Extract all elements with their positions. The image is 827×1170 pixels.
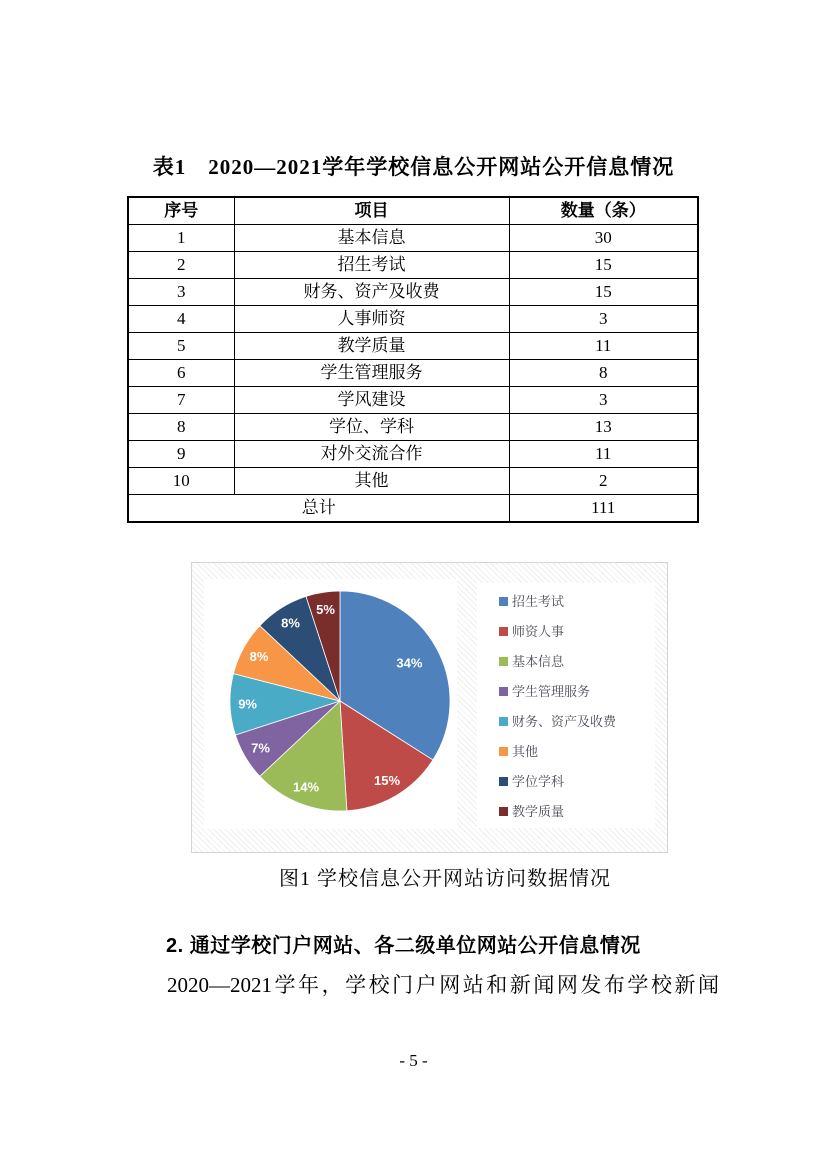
table-cell: 3 [128, 279, 234, 306]
table-row [128, 360, 698, 387]
table-cell: 13 [509, 414, 698, 441]
table-row [128, 441, 698, 468]
legend-swatch [499, 717, 508, 726]
table-cell: 6 [128, 360, 234, 387]
legend-swatch [499, 597, 508, 606]
table-cell: 3 [509, 387, 698, 414]
table-cell: 8 [128, 414, 234, 441]
table-cell: 4 [128, 306, 234, 333]
legend-label: 学生管理服务 [512, 684, 591, 699]
legend-swatch [499, 657, 508, 666]
table-cell: 30 [509, 225, 698, 252]
table-cell: 学生管理服务 [234, 360, 509, 387]
table-cell: 5 [128, 333, 234, 360]
table-cell: 15 [509, 252, 698, 279]
legend-swatch [499, 747, 508, 756]
pie-percent-label: 8% [249, 649, 269, 664]
legend-label: 财务、资产及收费 [512, 714, 617, 729]
table-cell: 学位、学科 [234, 414, 509, 441]
total-label-cell: 总计 [128, 495, 509, 523]
table-cell: 8 [509, 360, 698, 387]
table-cell: 2 [128, 252, 234, 279]
legend-swatch [499, 807, 508, 816]
legend-label: 教学质量 [512, 804, 565, 819]
legend-label: 学位学科 [512, 774, 565, 789]
info-table [127, 196, 699, 523]
pie-percent-label: 15% [373, 773, 401, 788]
legend-swatch [499, 777, 508, 786]
pie-percent-label: 8% [281, 615, 300, 631]
pie-percent-label: 7% [251, 740, 270, 756]
legend-swatch [499, 627, 508, 636]
table-row [128, 333, 698, 360]
table-cell: 对外交流合作 [234, 441, 509, 468]
legend-swatch [499, 687, 508, 696]
table-title: 表1 2020—2021学年学校信息公开网站公开信息情况 [152, 155, 675, 179]
column-header-item: 项目 [234, 197, 509, 225]
pie-percent-label: 14% [292, 779, 320, 795]
pie-chart-frame [191, 562, 668, 853]
page-number: - 5 - [399, 1051, 428, 1070]
table-row [128, 252, 698, 279]
legend-label: 师资人事 [512, 624, 565, 639]
pie-percent-label: 34% [396, 655, 423, 671]
table-cell: 9 [128, 441, 234, 468]
table-cell: 7 [128, 387, 234, 414]
column-header-count: 数量（条） [509, 197, 698, 225]
table-row [128, 468, 698, 495]
table-cell: 10 [128, 468, 234, 495]
legend-label: 其他 [512, 744, 539, 759]
table-cell: 教学质量 [234, 333, 509, 360]
section-heading: 2. 通过学校门户网站、各二级单位网站公开信息情况 [166, 935, 641, 957]
table-cell: 1 [128, 225, 234, 252]
figure-caption: 图1 学校信息公开网站访问数据情况 [279, 868, 611, 890]
table-cell: 财务、资产及收费 [234, 279, 509, 306]
table-cell: 11 [509, 333, 698, 360]
body-paragraph: 2020—2021学年，学校门户网站和新闻网发布学校新闻 [167, 973, 719, 997]
table-cell: 其他 [234, 468, 509, 495]
table-cell: 学风建设 [234, 387, 509, 414]
table-row [128, 225, 698, 252]
table-cell: 15 [509, 279, 698, 306]
table-cell: 2 [509, 468, 698, 495]
legend-label: 基本信息 [512, 654, 565, 669]
table-row [128, 306, 698, 333]
table-cell: 人事师资 [234, 306, 509, 333]
column-header-index: 序号 [128, 197, 234, 225]
table-header-row [128, 197, 698, 225]
table-cell: 3 [509, 306, 698, 333]
pie-percent-label: 9% [238, 696, 257, 712]
table-cell: 基本信息 [234, 225, 509, 252]
info-table-body [128, 225, 698, 495]
table-row [128, 279, 698, 306]
table-row [128, 414, 698, 441]
legend-label: 招生考试 [512, 594, 565, 609]
table-cell: 11 [509, 441, 698, 468]
table-total-row [128, 495, 698, 523]
table-row [128, 387, 698, 414]
pie-chart-svg [192, 563, 669, 854]
table-cell: 招生考试 [234, 252, 509, 279]
pie-percent-label: 5% [316, 602, 335, 618]
total-value-cell: 111 [509, 495, 698, 523]
